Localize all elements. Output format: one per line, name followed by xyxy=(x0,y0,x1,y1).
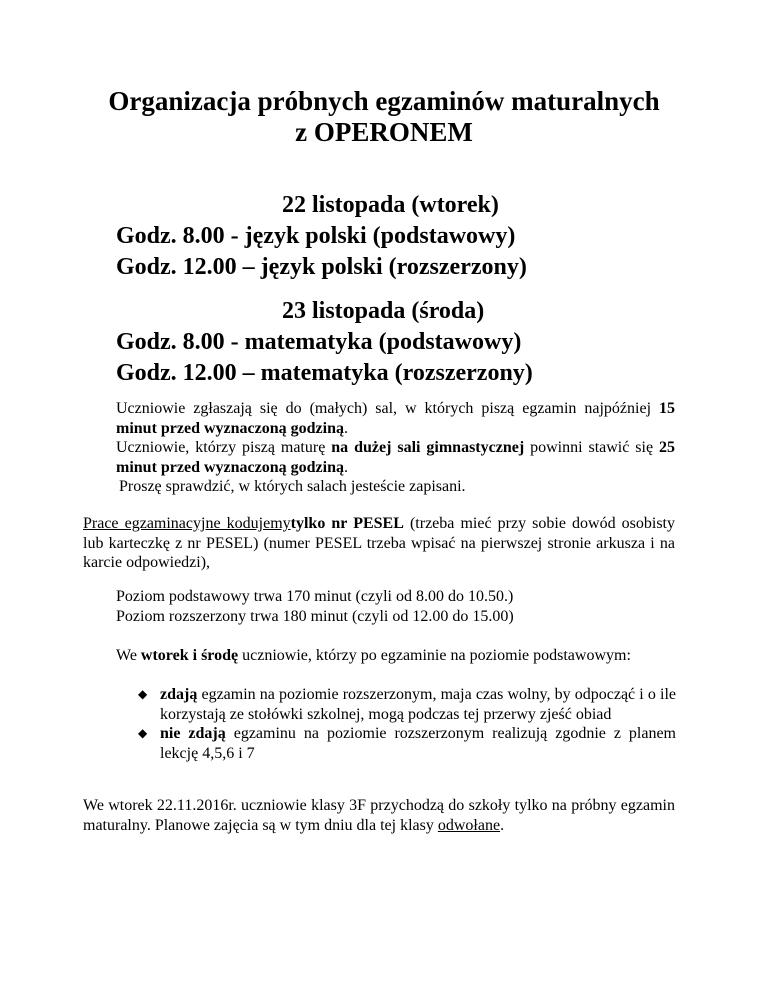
schedule-date: 23 listopada (środa) xyxy=(282,298,485,324)
schedule-day-2 xyxy=(116,296,676,389)
schedule-session: Godz. 12.00 – język polski (rozszerzony) xyxy=(116,254,527,280)
duration-extended: Poziom rozszerzony trwa 180 minut (czyli od 12.00 do 15.00) xyxy=(116,607,514,625)
schedule-day-1 xyxy=(116,190,676,283)
coding-bold: tylko nr PESEL xyxy=(290,515,404,532)
schedule-session: Godz. 8.00 - język polski (podstawowy) xyxy=(116,223,516,249)
schedule-session: Godz. 8.00 - matematyka (podstawowy) xyxy=(116,329,522,355)
exam-durations xyxy=(116,587,676,626)
list-item: ◆ nie zdają egzaminu na poziomie rozszerzonym realizują zgodnie z planem lekcję 4,5,6 i 7 xyxy=(138,725,676,762)
arrival-instructions xyxy=(83,399,675,497)
breaks-intro: We wtorek i środę uczniowie, którzy po egzaminie na poziomie podstawowym: xyxy=(116,647,631,664)
coding-rest: (trzeba mieć przy sobie dowód osobisty lub karteczkę z nr PESEL) (numer PESEL trzeba wpisać na pierwszej stronie arkusza i na karcie odpowiedzi), xyxy=(83,515,675,571)
cancelled-word: odwołane xyxy=(437,816,501,834)
coding-instructions xyxy=(83,514,675,573)
diamond-bullet-icon: ◆ xyxy=(138,687,148,701)
list-item: ◆ zdają egzamin na poziomie rozszerzonym, maja czas wolny, by odpocząć i o ile korzystają ze stołówki szkolnej, mogą podczas tej przerwy zjeść obiad xyxy=(138,686,676,723)
coding-underlined: Prace egzaminacyjne kodujemy xyxy=(83,515,291,532)
arrival-paragraph-2: Uczniowie, którzy piszą maturę na dużej sali gimnastycznej powinni stawić się 25 minut przed wyznaczoną godziną. xyxy=(116,439,675,476)
schedule-date: 22 listopada (wtorek) xyxy=(282,192,499,218)
arrival-paragraph-1: Uczniowie zgłaszają się do (małych) sal, w których piszą egzamin najpóźniej 15 minut przed wyznaczoną godziną. xyxy=(116,400,675,437)
title-line-2: z OPERONEM xyxy=(295,117,473,147)
title-line-1: Organizacja próbnych egzaminów maturalnych xyxy=(108,86,660,116)
diamond-bullet-icon: ◆ xyxy=(138,726,148,740)
duration-basic: Poziom podstawowy trwa 170 minut (czyli od 8.00 do 10.50.) xyxy=(116,588,514,605)
breaks-list xyxy=(138,685,676,763)
arrival-paragraph-3: Proszę sprawdzić, w których salach jesteście zapisani. xyxy=(119,478,466,495)
schedule-session: Godz. 12.00 – matematyka (rozszerzony) xyxy=(116,360,533,386)
page-title xyxy=(0,86,768,148)
class-3f-note: We wtorek 22.11.2016r. uczniowie klasy 3F przychodzą do szkoły tylko na próbny egzamin maturalny. Planowe zajęcia są w tym dniu dla tej klasy odwołane. xyxy=(83,797,675,834)
